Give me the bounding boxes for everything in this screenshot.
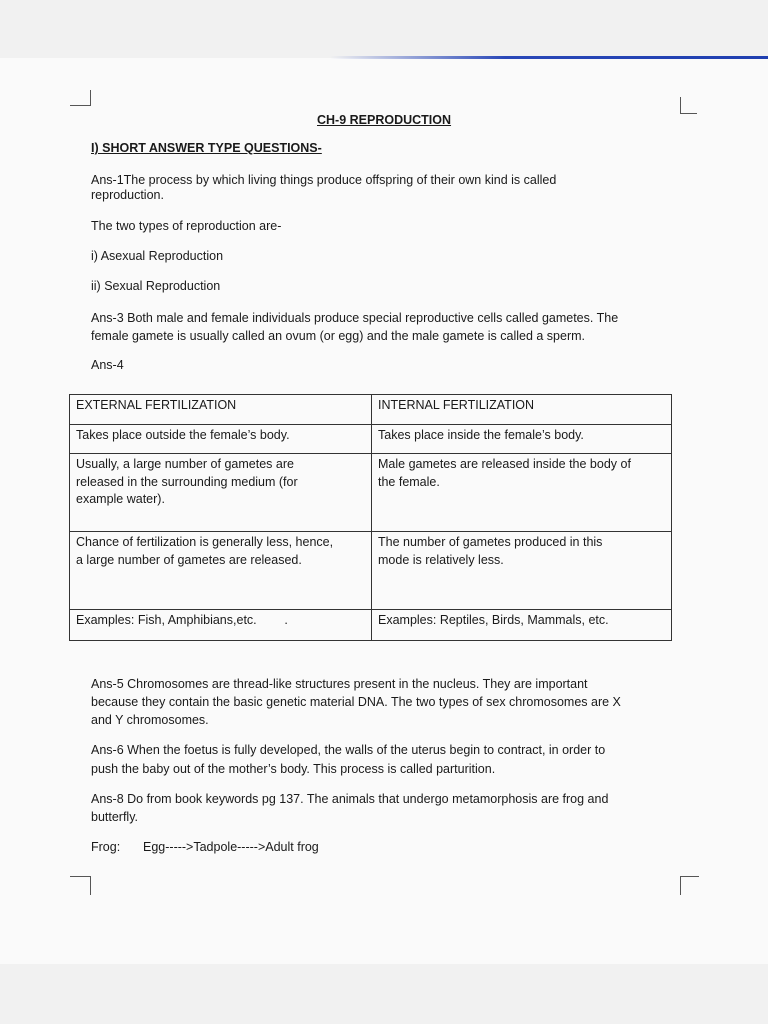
cell-line: Usually, a large number of gametes are [76,457,294,471]
table-row [70,610,672,641]
ans1-line1: Ans-1The process by which living things produce offspring of their own kind is called [91,173,557,187]
types-item-1: i) Asexual Reproduction [91,249,224,263]
ans5-line1: Ans-5 Chromosomes are thread-like structures present in the nucleus. They are important [91,677,588,691]
cell-line: Takes place inside the female’s body. [378,428,584,442]
ans3-line1: Ans-3 Both male and female individuals produce special reproductive cells called gametes. The [91,311,619,325]
cell-line: Takes place outside the female’s body. [76,428,290,442]
cell-line: example water). [76,492,165,506]
cell-line: The number of gametes produced in this [378,535,603,549]
cell-line: Examples: Reptiles, Birds, Mammals, etc. [378,613,609,627]
cell-line: the female. [378,474,440,489]
frog-label: Frog: [91,840,121,854]
fertilization-table [69,394,672,641]
ans5-line3: and Y chromosomes. [91,713,209,727]
crop-mark-top-left [70,90,91,106]
ans8-line2: butterfly. [91,810,139,824]
ans4-label: Ans-4 [91,358,124,372]
ans3-line2: female gamete is usually called an ovum (or egg) and the male gamete is called a sperm. [91,329,586,343]
table-cell [70,610,372,641]
table-row [70,454,672,532]
ans6-line1: Ans-6 When the foetus is fully developed, the walls of the uterus begin to contract, in order to [91,743,606,757]
crop-mark-bottom-right [680,876,699,895]
table-cell [70,425,372,454]
cell-line: released in the surrounding medium (for [76,474,298,489]
cell-line: Male gametes are released inside the body of [378,457,631,471]
scan-edge-line [330,56,768,59]
table-cell [372,532,672,610]
ans5-line2: because they contain the basic genetic material DNA. The two types of sex chromosomes are X [91,695,621,709]
ans1-line2: reproduction. [91,188,164,202]
table-header-row [70,395,672,425]
table-row [70,532,672,610]
table-cell [70,454,372,532]
table-header-external: EXTERNAL FERTILIZATION [70,395,372,425]
frog-life-cycle: Egg----->Tadpole----->Adult frog [143,840,319,854]
ans8-line1: Ans-8 Do from book keywords pg 137. The animals that undergo metamorphosis are frog and [91,792,609,806]
table-cell [372,610,672,641]
crop-mark-bottom-left [70,876,91,895]
ans6-line2: push the baby out of the mother’s body. This process is called parturition. [91,762,496,776]
cell-line: Chance of fertilization is generally less, hence, [76,535,334,549]
cell-line: mode is relatively less. [378,552,504,567]
table-cell [372,454,672,532]
cell-line: a large number of gametes are released. [76,552,302,567]
table-row [70,425,672,454]
cell-line: Examples: Fish, Amphibians,etc. . [76,613,288,627]
page-title: CH-9 REPRODUCTION [317,113,452,127]
crop-mark-top-right [680,97,697,114]
table-header-internal: INTERNAL FERTILIZATION [372,395,672,425]
table-cell [70,532,372,610]
types-item-2: ii) Sexual Reproduction [91,279,221,293]
section-heading: I) SHORT ANSWER TYPE QUESTIONS- [91,141,322,155]
table-cell [372,425,672,454]
types-intro: The two types of reproduction are- [91,219,282,233]
